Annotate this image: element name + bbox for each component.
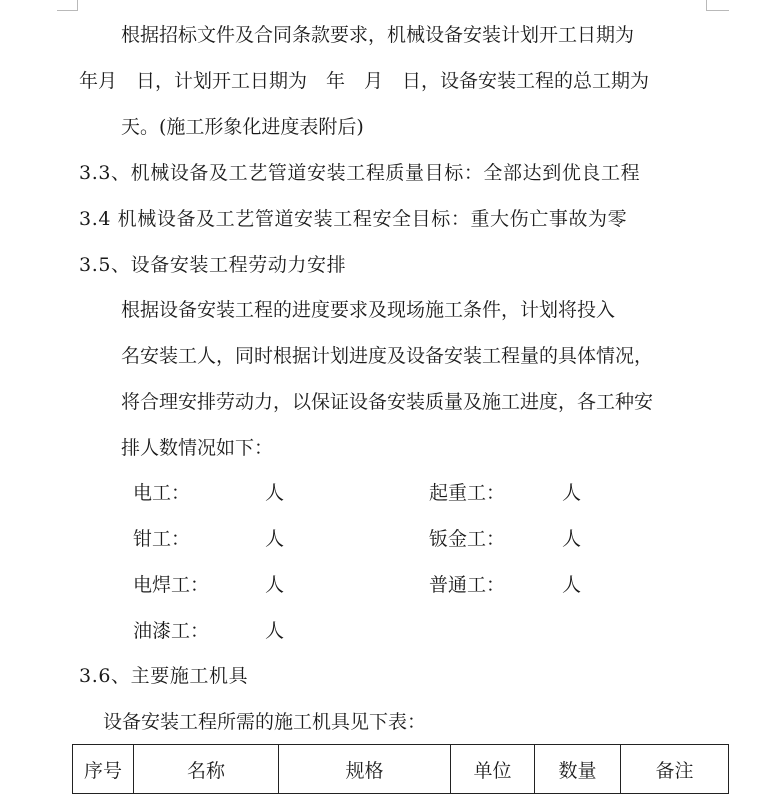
equipment-table (72, 744, 729, 794)
trade-unit: 人 (265, 482, 285, 504)
labor-paragraph-line: 名安装工人，同时根据计划进度及设备安装工程量的具体情况， (121, 345, 654, 367)
equipment-intro: 设备安装工程所需的施工机具见下表： (103, 711, 427, 733)
schedule-line-3: 天。(施工形象化进度表附后) (121, 116, 364, 138)
column-header-unit: 单位 (451, 745, 535, 794)
crop-mark-right (706, 0, 729, 11)
schedule-line-2: 年月 日，计划开工日期为 年 月 日，设备安装工程的总工期为 (79, 70, 650, 92)
trade-label: 钳工： (133, 528, 191, 550)
column-header-name: 名称 (134, 745, 279, 794)
trade-unit: 人 (265, 574, 285, 596)
labor-paragraph-line: 排人数情况如下： (121, 437, 274, 459)
column-header-spec: 规格 (279, 745, 451, 794)
trade-unit: 人 (562, 528, 582, 550)
column-header-index: 序号 (73, 745, 134, 794)
trade-label: 电工： (133, 482, 191, 504)
trade-unit: 人 (265, 620, 285, 642)
trade-label: 油漆工： (133, 620, 210, 642)
trade-label: 起重工： (429, 482, 506, 504)
section-3-3: 3.3、机械设备及工艺管道安装工程质量目标：全部达到优良工程 (79, 162, 641, 184)
section-3-4: 3.4 机械设备及工艺管道安装工程安全目标：重大伤亡事故为零 (79, 208, 628, 230)
schedule-line-1: 根据招标文件及合同条款要求，机械设备安装计划开工日期为 (121, 24, 635, 46)
crop-mark-left (57, 0, 78, 11)
section-3-6-heading: 3.6、主要施工机具 (79, 665, 249, 687)
trade-unit: 人 (562, 574, 582, 596)
trade-unit: 人 (265, 528, 285, 550)
trade-label: 普通工： (429, 574, 506, 596)
trade-label: 电焊工： (133, 574, 210, 596)
labor-paragraph-line: 根据设备安装工程的进度要求及现场施工条件，计划将投入 (121, 299, 616, 321)
table-header-row (73, 745, 729, 794)
column-header-remarks: 备注 (621, 745, 729, 794)
trade-unit: 人 (562, 482, 582, 504)
column-header-quantity: 数量 (535, 745, 621, 794)
section-3-5-heading: 3.5、设备安装工程劳动力安排 (79, 254, 347, 276)
trade-label: 钣金工： (429, 528, 506, 550)
labor-paragraph-line: 将合理安排劳动力，以保证设备安装质量及施工进度，各工种安 (121, 391, 654, 413)
